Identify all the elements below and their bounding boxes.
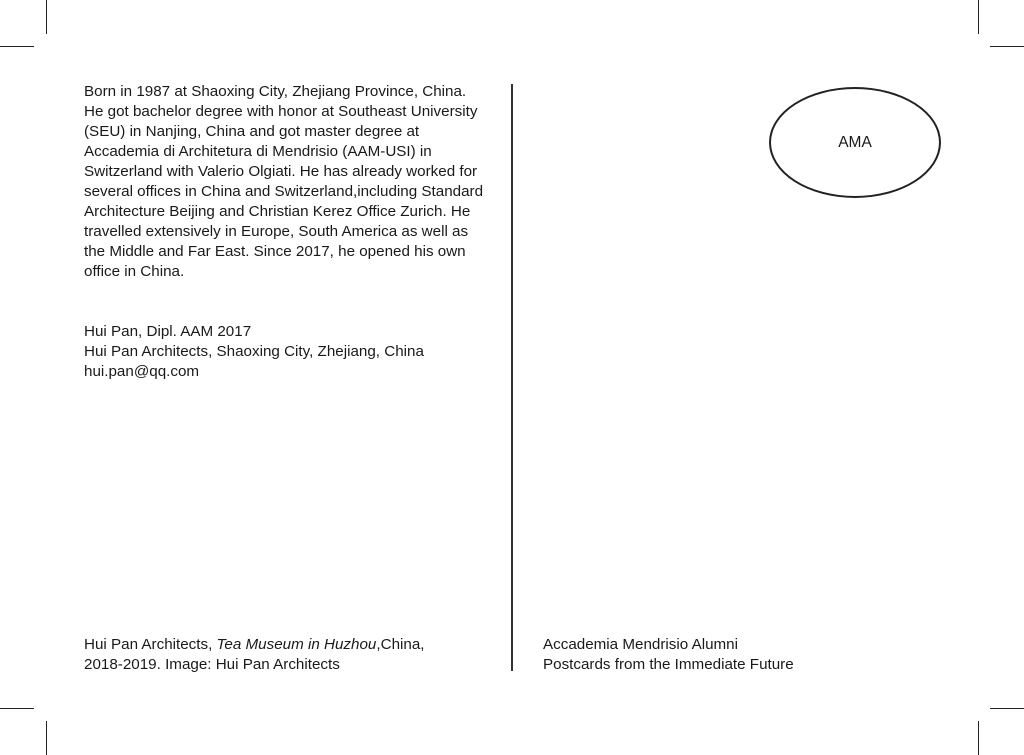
- crop-mark-top-right-horizontal: [990, 46, 1024, 47]
- stamp-label: AMA: [838, 133, 872, 151]
- caption-project-title: Tea Museum in Huzhou: [216, 636, 377, 653]
- series-title: [543, 635, 794, 675]
- stamp-oval: [769, 87, 941, 198]
- image-caption: [84, 635, 425, 675]
- crop-mark-top-left-vertical: [46, 0, 47, 34]
- contact-office-line: Hui Pan Architects, Shaoxing City, Zhejiang, China: [84, 343, 424, 360]
- series-line-2: Postcards from the Immediate Future: [543, 656, 794, 673]
- crop-mark-bottom-right-vertical: [978, 721, 979, 755]
- crop-mark-bottom-right-horizontal: [990, 708, 1024, 709]
- contact-block: [84, 322, 424, 382]
- caption-country: ,China,: [376, 636, 425, 653]
- contact-email: hui.pan@qq.com: [84, 363, 200, 380]
- center-divider: [511, 84, 513, 671]
- crop-mark-top-left-horizontal: [0, 46, 34, 47]
- contact-name-line: Hui Pan, Dipl. AAM 2017: [84, 323, 252, 340]
- caption-line-2: 2018-2019. Image: Hui Pan Architects: [84, 656, 340, 673]
- caption-office: Hui Pan Architects,: [84, 636, 217, 653]
- series-line-1: Accademia Mendrisio Alumni: [543, 636, 738, 653]
- biography-text: Born in 1987 at Shaoxing City, Zhejiang Province, China. He got bachelor degree with honor at Southeast University (SEU) in Nanjing, China and got master degree at Accademia di Architetura di Mendrisio (AAM-USI) in Switzerland with Valerio Olgiati. He has already worked for several offices in China and Switzerland,including Standard Architecture Beijing and Christian Kerez Office Zurich. He travelled extensively in Europe, South America as well as the Middle and Far East. Since 2017, he opened his own office in China.: [84, 83, 484, 280]
- crop-mark-top-right-vertical: [978, 0, 979, 34]
- crop-mark-bottom-left-horizontal: [0, 708, 34, 709]
- crop-mark-bottom-left-vertical: [46, 721, 47, 755]
